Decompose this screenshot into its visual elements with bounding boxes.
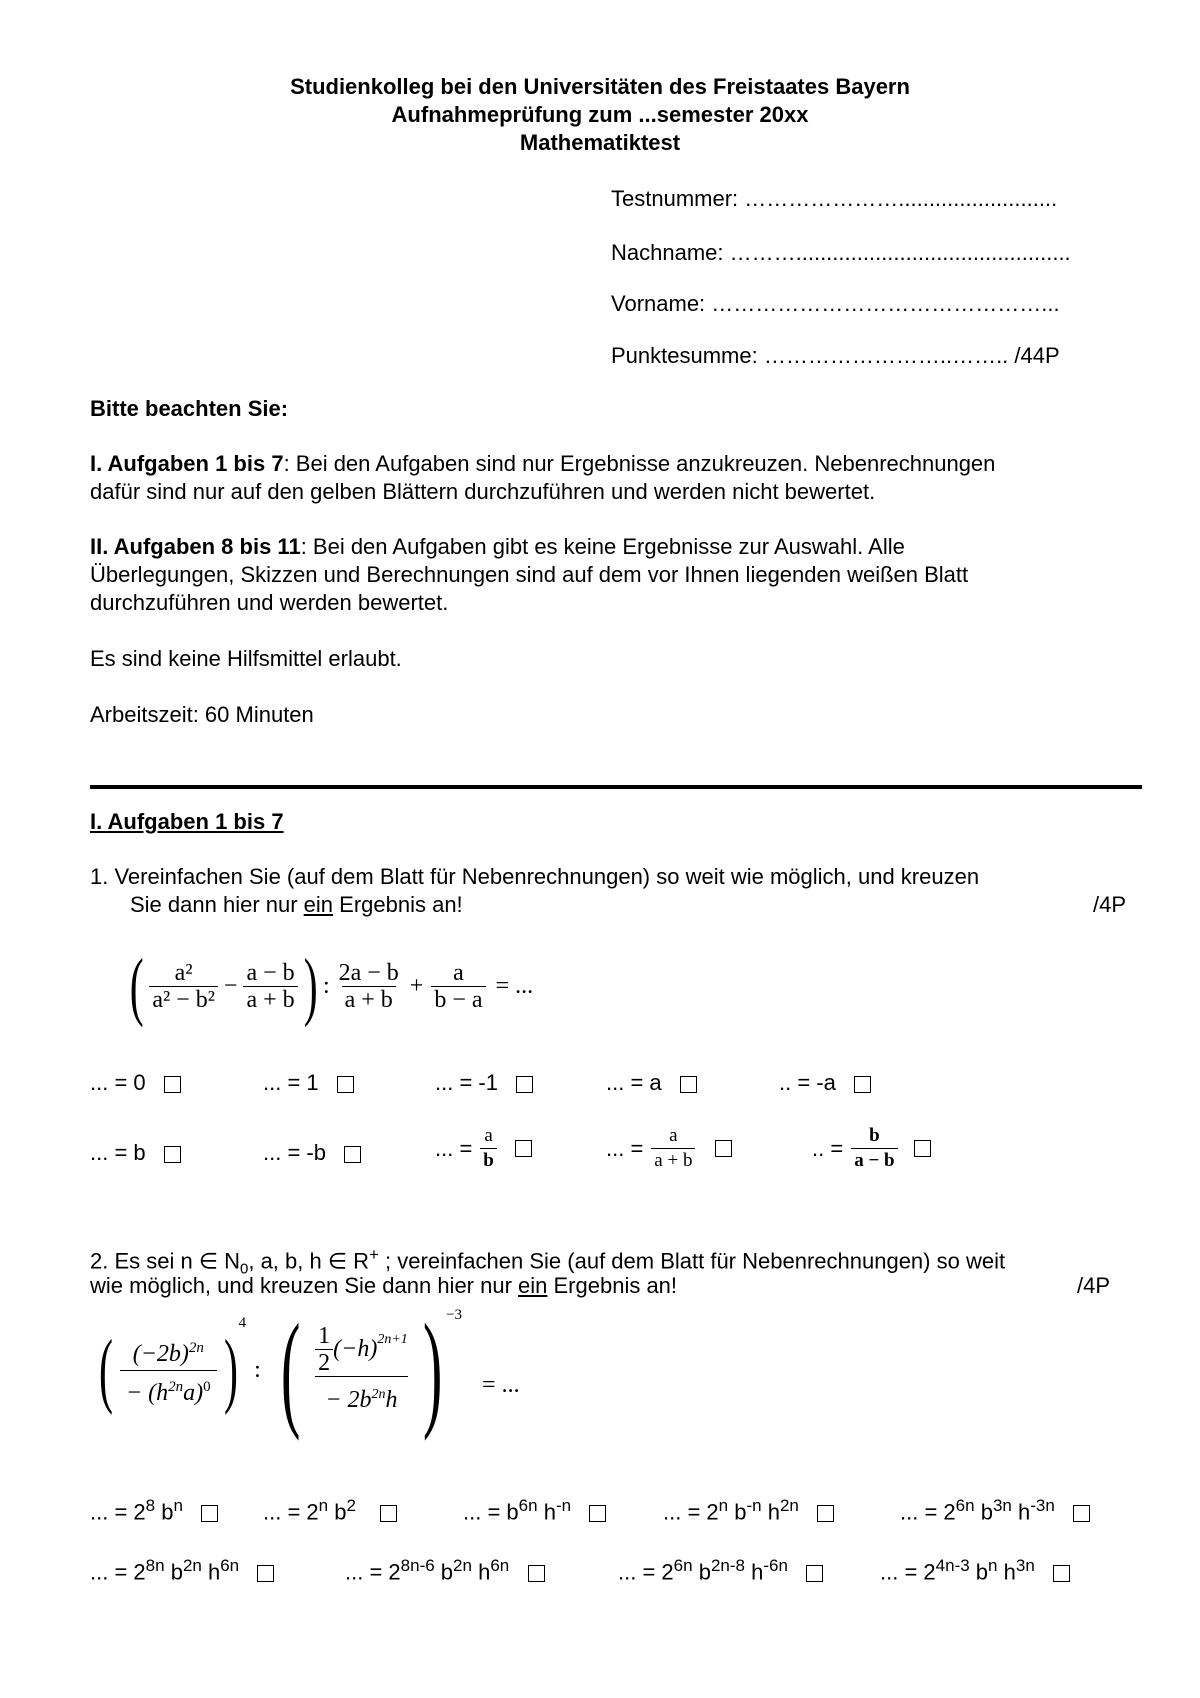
opt-e3: 3n — [1015, 1556, 1035, 1575]
opt-pre: ... = 2 — [663, 1499, 719, 1525]
opt-e2: 2n-8 — [710, 1556, 745, 1575]
opt-mid: b — [969, 1559, 989, 1585]
task1-points: /4P — [1093, 892, 1127, 917]
t2-option-5[interactable] — [900, 1496, 1090, 1525]
opt-mid2: h — [471, 1559, 491, 1585]
task2-num1 — [130, 1332, 207, 1370]
checkbox[interactable] — [164, 1076, 181, 1093]
checkbox[interactable] — [806, 1565, 823, 1582]
task2-den1 — [120, 1370, 217, 1409]
outer-exp1: 4 — [238, 1315, 247, 1331]
den1-exp2: 0 — [203, 1378, 211, 1395]
checkbox[interactable] — [817, 1505, 834, 1522]
section1-heading: I. Aufgaben 1 bis 7 — [90, 809, 284, 834]
half-num: 1 — [318, 1322, 331, 1349]
opt-e2: -n — [555, 1496, 572, 1515]
checkbox[interactable] — [380, 1505, 397, 1522]
t1-option-9-frac — [651, 1124, 695, 1173]
frac2-num: a − b — [246, 959, 295, 986]
task2-line1-a: 2. Es sei n ∈ N — [90, 1248, 240, 1274]
opt-e1: 4n-3 — [935, 1556, 970, 1575]
checkbox[interactable] — [201, 1505, 218, 1522]
frac-num: b — [869, 1125, 880, 1146]
checkbox[interactable] — [854, 1076, 871, 1093]
opt-e2: n — [988, 1556, 998, 1575]
t2-option-9[interactable] — [880, 1556, 1070, 1585]
task2-points: /4P — [1077, 1273, 1111, 1298]
t1-option-1-label: ... = 0 — [90, 1070, 146, 1095]
task1-frac1 — [149, 960, 218, 1013]
opt-pre: ... = 2 — [618, 1559, 674, 1585]
opt-e1: 8n-6 — [400, 1556, 435, 1575]
section-divider — [90, 785, 1142, 789]
t1-option-5[interactable] — [779, 1070, 871, 1096]
task2-line1-b: , a, b, h ∈ R — [248, 1248, 369, 1274]
t1-option-8[interactable] — [435, 1124, 532, 1173]
t1-option-2-label: ... = 1 — [263, 1070, 319, 1095]
task1-line2 — [130, 892, 463, 918]
opt-e2: 2n — [453, 1556, 472, 1575]
task2-line2-pre: wie möglich, und kreuzen Sie dann hier nur — [90, 1273, 519, 1298]
checkbox[interactable] — [914, 1140, 931, 1157]
inner-den-exp: 2n — [371, 1386, 386, 1402]
t1-option-6-label: ... = b — [90, 1140, 146, 1165]
frac-den: a + b — [651, 1148, 695, 1173]
op-colon: : — [322, 972, 330, 999]
t1-option-9-label: ... = — [606, 1135, 644, 1161]
op-minus: − — [223, 972, 238, 999]
notes-p2-bold: II. Aufgaben 8 bis 11 — [90, 534, 301, 559]
frac4-num: a — [453, 959, 464, 986]
opt-e1: 6n — [673, 1556, 693, 1575]
opt-mid: b — [328, 1499, 347, 1525]
opt-e3: -6n — [763, 1556, 788, 1575]
checkbox[interactable] — [515, 1140, 532, 1157]
op-colon: : — [254, 1356, 261, 1383]
frac3-num: 2a − b — [338, 959, 399, 986]
checkbox[interactable] — [257, 1565, 274, 1582]
opt-e3: 6n — [220, 1556, 240, 1575]
opt-e1: 6n — [518, 1496, 538, 1515]
t2-option-1[interactable] — [90, 1496, 218, 1525]
notes-p4: Arbeitszeit: 60 Minuten — [90, 702, 314, 727]
task2-line2-ein: ein — [518, 1273, 548, 1298]
opt-pre: ... = b — [463, 1499, 519, 1525]
half-frac — [315, 1323, 333, 1376]
opt-e1: n — [318, 1496, 329, 1515]
opt-mid: b — [164, 1559, 183, 1585]
opt-pre: ... = 2 — [263, 1499, 319, 1525]
den1-exp: 2n — [168, 1378, 184, 1395]
opt-pre: ... = 2 — [90, 1559, 146, 1585]
task1-line2-post: Ergebnis an! — [333, 892, 463, 917]
paren-open: ( — [98, 1323, 113, 1416]
notes-p2-text: : Bei den Aufgaben gibt es keine Ergebnisse zur Auswahl. Alle — [300, 534, 905, 559]
inner-num: (−h) — [333, 1336, 378, 1362]
t2-option-4[interactable] — [663, 1496, 834, 1525]
frac-num: a — [484, 1125, 493, 1146]
notes-heading: Bitte beachten Sie: — [90, 396, 289, 421]
t2-option-7[interactable] — [345, 1556, 545, 1585]
t1-option-9[interactable] — [606, 1124, 732, 1173]
task1-line2-pre: Sie dann hier nur — [130, 892, 304, 917]
opt-mid: b — [974, 1499, 993, 1525]
opt-e3: 6n — [490, 1556, 510, 1575]
t1-option-3[interactable] — [435, 1070, 533, 1096]
checkbox[interactable] — [715, 1140, 732, 1157]
notes-p3: Es sind keine Hilfsmittel erlaubt. — [90, 646, 402, 671]
opt-mid: b — [155, 1499, 174, 1525]
task1-line1: 1. Vereinfachen Sie (auf dem Blatt für Nebenrechnungen) so weit wie möglich, und kreuzen — [90, 864, 980, 889]
opt-mid2: h — [201, 1559, 221, 1585]
t1-option-7[interactable] — [263, 1140, 361, 1166]
checkbox[interactable] — [680, 1076, 697, 1093]
opt-e2: 2n — [182, 1556, 202, 1575]
paren-open-2: ( — [280, 1298, 301, 1442]
opt-e1: 8 — [145, 1496, 156, 1515]
field-vorname[interactable]: Vorname: ………………………………………... — [611, 291, 1060, 316]
task2-inner-den — [315, 1376, 407, 1418]
op-plus: + — [409, 972, 424, 999]
notes-p2-line1 — [90, 534, 905, 560]
header-exam: Aufnahmeprüfung zum ...semester 20xx — [391, 102, 809, 127]
task2-formula — [92, 1298, 520, 1442]
opt-e2: n — [173, 1496, 183, 1515]
frac3-den: a + b — [342, 986, 396, 1013]
inner-den: − 2b — [325, 1386, 372, 1413]
task2-sup: + — [369, 1245, 379, 1264]
t1-option-1[interactable] — [90, 1070, 181, 1096]
den1-b: a) — [183, 1379, 204, 1406]
opt-pre: ... = 2 — [900, 1499, 956, 1525]
frac-num: a — [669, 1125, 678, 1146]
checkbox[interactable] — [164, 1146, 181, 1163]
num1-exp: 2n — [188, 1339, 204, 1356]
t1-option-7-label: ... = -b — [263, 1140, 326, 1165]
opt-pre: ... = 2 — [90, 1499, 146, 1525]
frac4-den: b − a — [431, 986, 485, 1013]
task1-line2-ein: ein — [303, 892, 334, 917]
num1: (−2b) — [132, 1340, 189, 1367]
half-den: 2 — [315, 1349, 333, 1376]
checkbox[interactable] — [528, 1565, 545, 1582]
frac-den: a − b — [851, 1148, 897, 1173]
opt-mid: h — [537, 1499, 556, 1525]
frac1-den: a² − b² — [149, 986, 218, 1013]
paren-close: ) — [303, 944, 318, 1028]
notes-p1-text: : Bei den Aufgaben sind nur Ergebnisse anzukreuzen. Nebenrechnungen — [283, 451, 996, 476]
task2-frac-left — [120, 1332, 217, 1409]
task1-frac4 — [431, 960, 485, 1013]
inner-den-h: h — [385, 1386, 398, 1413]
opt-mid: b — [728, 1499, 747, 1525]
t1-option-6[interactable] — [90, 1140, 181, 1166]
checkbox[interactable] — [344, 1146, 361, 1163]
t1-option-10-label: .. = — [812, 1135, 844, 1161]
task1-formula — [124, 944, 534, 1028]
notes-p1-line2: dafür sind nur auf den gelben Blättern durchzuführen und werden nicht bewertet. — [90, 479, 876, 504]
t1-option-3-label: ... = -1 — [435, 1070, 498, 1095]
field-nachname[interactable]: Nachname: ………............................................. — [611, 240, 1071, 265]
opt-e2: 2 — [346, 1496, 356, 1515]
frac-den: b — [480, 1148, 497, 1173]
t1-option-2[interactable] — [263, 1070, 354, 1096]
opt-e3: 2n — [779, 1496, 799, 1515]
checkbox[interactable] — [516, 1076, 533, 1093]
inner-num-exp: 2n+1 — [377, 1331, 408, 1347]
t1-option-4[interactable] — [606, 1070, 697, 1096]
field-punktesumme[interactable]: Punktesumme: ……………………..…….. /44P — [611, 343, 1060, 368]
task2-line2 — [90, 1273, 677, 1299]
opt-mid2: h — [997, 1559, 1016, 1585]
frac2-den: a + b — [243, 986, 297, 1013]
t1-option-10[interactable] — [812, 1124, 931, 1173]
opt-mid: b — [434, 1559, 454, 1585]
opt-e1: n — [718, 1496, 729, 1515]
opt-e3: -3n — [1030, 1496, 1055, 1515]
checkbox[interactable] — [1053, 1565, 1070, 1582]
op-equals: = ... — [482, 1371, 520, 1398]
notes-p1-line1 — [90, 451, 995, 477]
opt-pre: ... = 2 — [880, 1559, 936, 1585]
paren-close-2: ) — [422, 1298, 443, 1442]
opt-mid2: h — [1011, 1499, 1031, 1525]
checkbox[interactable] — [1073, 1505, 1090, 1522]
frac1-num: a² — [174, 959, 193, 986]
t1-option-8-label: ... = — [435, 1135, 473, 1161]
opt-mid: b — [692, 1559, 711, 1585]
opt-mid2: h — [744, 1559, 764, 1585]
t1-option-5-label: .. = -a — [779, 1070, 836, 1095]
task1-frac2 — [243, 960, 297, 1013]
header-subject: Mathematiktest — [519, 130, 681, 155]
task2-line1-c: ; vereinfachen Sie (auf dem Blatt für Nebenrechnungen) so weit — [378, 1248, 1006, 1274]
opt-mid2: h — [761, 1499, 780, 1525]
notes-p2-line2: Überlegungen, Skizzen und Berechnungen sind auf dem vor Ihnen liegenden weißen Blatt — [90, 562, 969, 587]
t2-option-8[interactable] — [618, 1556, 823, 1585]
checkbox[interactable] — [337, 1076, 354, 1093]
opt-e2: -n — [746, 1496, 762, 1515]
t2-option-6[interactable] — [90, 1556, 274, 1585]
op-equals: = ... — [495, 972, 534, 999]
paren-close: ) — [223, 1323, 238, 1416]
t1-option-4-label: ... = a — [606, 1070, 662, 1095]
t1-option-8-frac — [480, 1124, 497, 1173]
outer-exp2: −3 — [446, 1307, 463, 1323]
den1: − (h — [125, 1379, 169, 1406]
task2-frac-right — [312, 1323, 411, 1418]
task2-line2-post: Ergebnis an! — [547, 1273, 678, 1298]
opt-pre: ... = 2 — [345, 1559, 401, 1585]
t2-option-2[interactable] — [263, 1496, 397, 1525]
notes-p2-line3: durchzuführen und werden bewertet. — [90, 590, 449, 615]
opt-e1: 6n — [955, 1496, 975, 1515]
t2-option-3[interactable] — [463, 1496, 606, 1525]
task2-sub: 0 — [240, 1260, 249, 1278]
checkbox[interactable] — [589, 1505, 606, 1522]
task2-inner-num — [312, 1323, 411, 1376]
header-institution: Studienkolleg bei den Universitäten des Freistaates Bayern — [290, 74, 910, 99]
notes-p1-bold: I. Aufgaben 1 bis 7 — [90, 451, 284, 476]
opt-e1: 8n — [145, 1556, 165, 1575]
task1-frac3 — [336, 960, 402, 1013]
t1-option-10-frac — [851, 1124, 897, 1173]
opt-e2: 3n — [992, 1496, 1012, 1515]
paren-open: ( — [129, 944, 144, 1028]
field-testnummer[interactable]: Testnummer: ………………….......................... — [611, 186, 1058, 211]
